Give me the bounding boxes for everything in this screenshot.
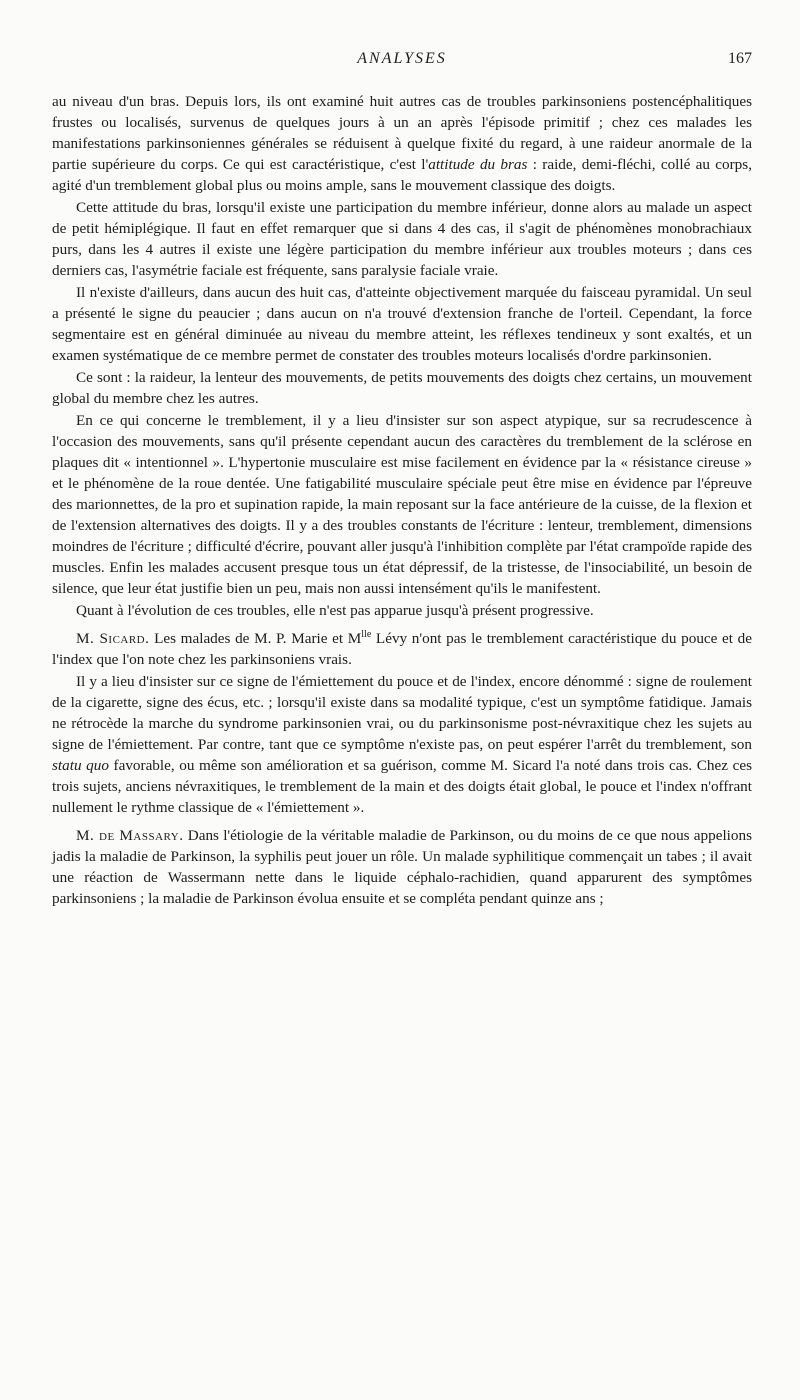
paragraph-8-italic: statu quo — [52, 757, 109, 774]
paragraph-7-text-b: Lévy n'ont pas le tremblement caractéristique du pouce et de l'index que l'on note chez les parkinsoniens vrais. — [52, 630, 752, 668]
running-title: ANALYSES — [357, 50, 447, 67]
paragraph-8-text-b: favorable, ou même son amélioration et sa guérison, comme M. Sicard l'a noté dans trois cas. Chez ces trois sujets, anciens névraxitiques, le tremblement de la main et des doigts était global, le pouce et l'index n'offrant nullement le rythme classique de « l'émiettement ». — [52, 757, 752, 816]
paragraph-1-italic: attitude du bras — [428, 156, 528, 173]
page-header — [52, 50, 752, 76]
paragraph-6: Quant à l'évolution de ces troubles, elle n'est pas apparue jusqu'à présent progressive. — [76, 602, 594, 619]
paragraph-7-text-a: Les malades de M. P. Marie et M — [149, 630, 362, 647]
body-text — [52, 91, 752, 910]
paragraph-1 — [52, 91, 752, 196]
paragraph-8-text-a: Il y a lieu d'insister sur ce signe de l'émiettement du pouce et de l'index, encore dénommé : signe de roulement de la cigarette, signe des écus, etc. ; lorsqu'il existe dans sa modalité typique, c'est un symptôme fatidique. Jamais ne rétrocède la marche du syndrome parkinsonien vrai, ou du parkinsonisme post-névraxitique chez les sujets au signe de l'émiettement. Par contre, tant que ce symptôme n'existe pas, on peut espérer l'arrêt du tremblement, son — [52, 673, 752, 753]
paragraph-3: Il n'existe d'ailleurs, dans aucun des huit cas, d'atteinte objectivement marquée du faisceau pyramidal. Un seul a présenté le signe du peaucier ; dans aucun on n'a trouvé d'extension franche de l'orteil. Cependant, la force segmentaire est en général diminuée au niveau du membre atteint, les réflexes tendineux y sont exaltés, et un examen systématique de ce membre permet de constater des troubles moteurs localisés d'ordre parkinsonien. — [52, 284, 752, 364]
paragraph-9-text-a: Dans l'étiologie de la véritable maladie de Parkinson, ou du moins de ce que nous appelions jadis la maladie de Parkinson, la syphilis peut jouer un rôle. Un malade syphilitique commençait un tabes ; il avait une réaction de Wassermann nette dans le liquide céphalo-rachidien, quand apparurent des symptômes parkinsoniens ; la maladie de Parkinson évolua ensuite et se compléta pendant quinze ans ; — [52, 827, 753, 907]
paragraph-9 — [52, 825, 752, 909]
page-number: 167 — [728, 50, 752, 67]
speaker-de-massary: M. de Massary. — [76, 827, 184, 844]
paragraph-4: Ce sont : la raideur, la lenteur des mouvements, de petits mouvements des doigts chez certains, un mouvement global du membre chez les autres. — [52, 369, 752, 407]
paragraph-1-text-a: au niveau d'un bras. Depuis lors, ils ont examiné huit autres cas de troubles parkinsoniens postencéphalitiques frustes ou localisés, survenus de quelques jours à un an après l'épisode primitif ; chez ces malades les manifestations parkinsoniennes générales se réduisent à quelque fixité du regard, à une raideur anormale de la partie supérieure du corps. Ce qui est caractéristique, c'est l' — [52, 93, 752, 173]
paragraph-7-superscript: lle — [361, 628, 372, 640]
paragraph-5: En ce qui concerne le tremblement, il y a lieu d'insister sur son aspect atypique, sur sa recrudescence à l'occasion des mouvements, sans qu'il présente cependant aucun des caractères du tremblement de la sclérose en plaques dit « intentionnel ». L'hypertonie musculaire est mise facilement en évidence par la « résistance cireuse » et le phénomène de la roue dentée. Une fatigabilité musculaire spéciale peut être mise en évidence par l'épreuve des marionnettes, de la pro et supination rapide, la main reposant sur la face antérieure de la cuisse, de la flexion et de l'extension alternatives des doigts. Il y a des troubles constants de l'écriture : lenteur, tremblement, dimensions moindres de l'écriture ; difficulté d'écrire, pouvant aller jusqu'à l'inhibition complète par l'état crampoïde rapide des muscles. Enfin les malades accusent presque tous un état dépressif, de la tristesse, de l'insociabilité, un besoin de silence, que leur état justifie bien un peu, mais non aussi intensément qu'ils le manifestent. — [52, 412, 752, 597]
paragraph-2: Cette attitude du bras, lorsqu'il existe une participation du membre inférieur, donne alors au malade un aspect de petit hémiplégique. Il faut en effet remarquer que si dans 4 des cas, il s'agit de phénomènes monobrachiaux purs, dans les 4 autres il existe une légère participation du membre inférieur aux troubles moteurs ; dans ces derniers cas, l'asymétrie faciale est fréquente, sans paralysie faciale vraie. — [52, 199, 752, 279]
paragraph-8 — [52, 671, 752, 818]
paragraph-1-text-b: : raide, demi-fléchi, collé au corps, agité d'un tremblement global plus ou moins ample, sans le mouvement classique des doigts. — [52, 156, 752, 194]
speaker-sicard: M. Sicard. — [76, 630, 150, 647]
paragraph-7 — [52, 628, 752, 670]
